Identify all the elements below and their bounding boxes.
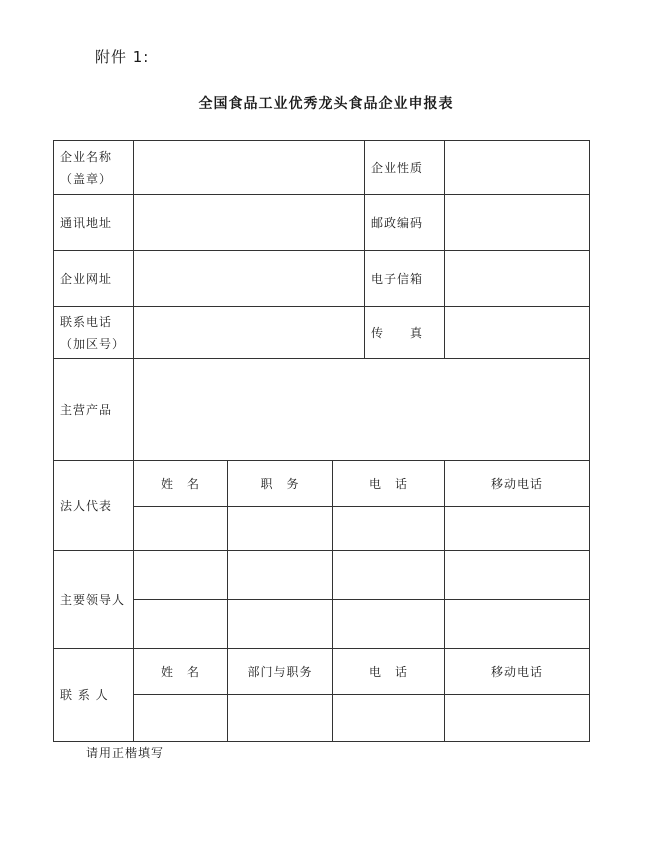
website-label: 企业网址 bbox=[54, 251, 134, 307]
leader-1-phone-field[interactable] bbox=[333, 551, 445, 600]
legal-rep-header-name: 姓 名 bbox=[134, 461, 228, 507]
company-nature-label: 企业性质 bbox=[365, 141, 445, 195]
leader-2-name-field[interactable] bbox=[134, 600, 228, 649]
company-name-label-line2: （盖章） bbox=[60, 171, 113, 186]
main-leaders-label: 主要领导人 bbox=[54, 551, 134, 649]
legal-rep-header-row bbox=[54, 461, 590, 507]
postal-code-label: 邮政编码 bbox=[365, 195, 445, 251]
contact-header-row bbox=[54, 649, 590, 695]
contact-dept-position-field[interactable] bbox=[228, 695, 333, 742]
contact-name-field[interactable] bbox=[134, 695, 228, 742]
main-products-field[interactable] bbox=[134, 359, 590, 461]
phone-label-line1: 联系电话 bbox=[60, 314, 113, 329]
form-row-website bbox=[54, 251, 590, 307]
fax-field[interactable] bbox=[445, 307, 590, 359]
leader-1-name-field[interactable] bbox=[134, 551, 228, 600]
attachment-label: 附件 1: bbox=[95, 48, 150, 66]
contact-header-phone: 电 话 bbox=[333, 649, 445, 695]
website-field[interactable] bbox=[134, 251, 365, 307]
company-nature-field[interactable] bbox=[445, 141, 590, 195]
contact-mobile-field[interactable] bbox=[445, 695, 590, 742]
legal-rep-phone-field[interactable] bbox=[333, 507, 445, 551]
company-name-label-line1: 企业名称 bbox=[60, 149, 113, 164]
legal-rep-data-row bbox=[54, 507, 590, 551]
legal-rep-position-field[interactable] bbox=[228, 507, 333, 551]
fax-label: 传 真 bbox=[365, 307, 445, 359]
phone-label-line2: （加区号） bbox=[60, 336, 126, 351]
footnote: 请用正楷填写 bbox=[86, 746, 165, 760]
application-form-table bbox=[53, 140, 590, 742]
mailing-address-field[interactable] bbox=[134, 195, 365, 251]
email-field[interactable] bbox=[445, 251, 590, 307]
legal-rep-header-position: 职 务 bbox=[228, 461, 333, 507]
legal-rep-name-field[interactable] bbox=[134, 507, 228, 551]
company-name-label bbox=[54, 141, 134, 195]
legal-rep-header-phone: 电 话 bbox=[333, 461, 445, 507]
contact-header-name: 姓 名 bbox=[134, 649, 228, 695]
legal-rep-label: 法人代表 bbox=[54, 461, 134, 551]
page-title: 全国食品工业优秀龙头食品企业申报表 bbox=[198, 96, 454, 112]
form-row-phone bbox=[54, 307, 590, 359]
leader-1-mobile-field[interactable] bbox=[445, 551, 590, 600]
form-row-company bbox=[54, 141, 590, 195]
form-row-address bbox=[54, 195, 590, 251]
mailing-address-label: 通讯地址 bbox=[54, 195, 134, 251]
leader-2-mobile-field[interactable] bbox=[445, 600, 590, 649]
main-products-label: 主营产品 bbox=[54, 359, 134, 461]
company-name-field[interactable] bbox=[134, 141, 365, 195]
phone-field[interactable] bbox=[134, 307, 365, 359]
contact-label: 联 系 人 bbox=[54, 649, 134, 742]
leaders-row-2 bbox=[54, 600, 590, 649]
leader-1-position-field[interactable] bbox=[228, 551, 333, 600]
contact-header-mobile: 移动电话 bbox=[445, 649, 590, 695]
contact-header-dept-position: 部门与职务 bbox=[228, 649, 333, 695]
phone-label bbox=[54, 307, 134, 359]
contact-data-row bbox=[54, 695, 590, 742]
postal-code-field[interactable] bbox=[445, 195, 590, 251]
legal-rep-mobile-field[interactable] bbox=[445, 507, 590, 551]
form-row-products bbox=[54, 359, 590, 461]
legal-rep-header-mobile: 移动电话 bbox=[445, 461, 590, 507]
leaders-row-1 bbox=[54, 551, 590, 600]
contact-phone-field[interactable] bbox=[333, 695, 445, 742]
leader-2-position-field[interactable] bbox=[228, 600, 333, 649]
leader-2-phone-field[interactable] bbox=[333, 600, 445, 649]
email-label: 电子信箱 bbox=[365, 251, 445, 307]
